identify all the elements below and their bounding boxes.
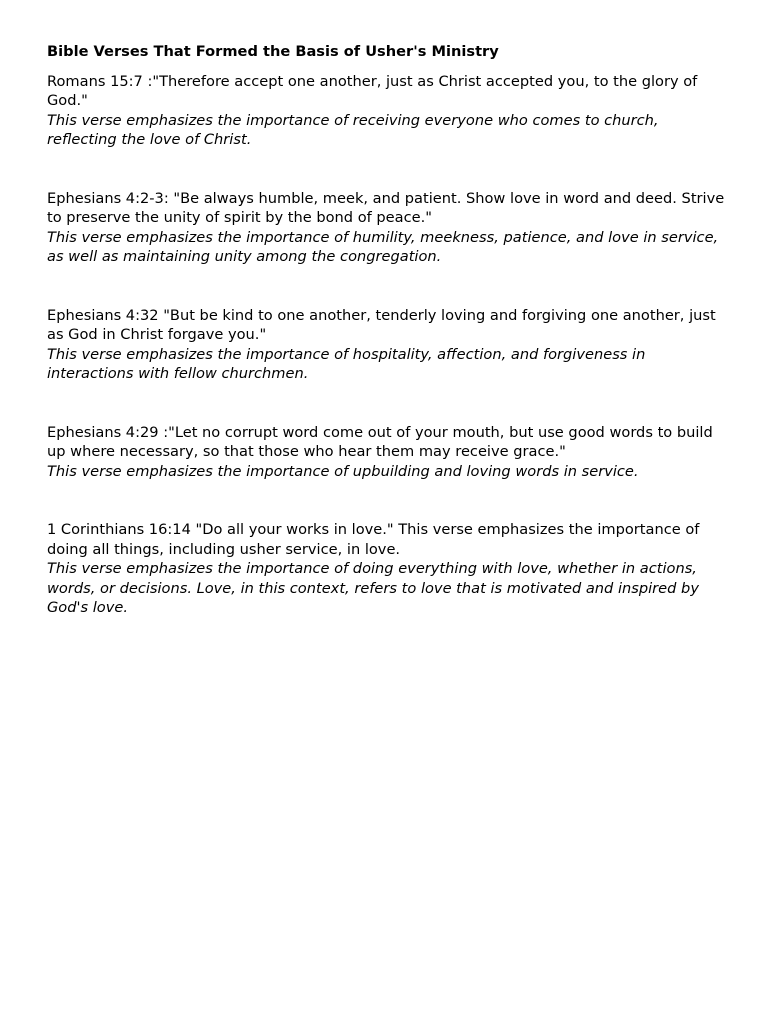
verse-commentary: This verse emphasizes the importance of doing everything with love, whether in actions, words, or decisions. Love, in this context, refers to love that is motivated and inspired by God's love. — [47, 560, 699, 616]
verse-text: Ephesians 4:29 :"Let no corrupt word come out of your mouth, but use good words to build up where necessary, so that those who hear them may receive grace." — [47, 423, 713, 460]
document-title: Bible Verses That Formed the Basis of Usher's Ministry — [47, 43, 499, 60]
verse-entry-ephesians-4-29 — [47, 423, 727, 482]
verse-text: Ephesians 4:32 "But be kind to one another, tenderly loving and forgiving one another, just as God in Christ forgave you." — [47, 306, 716, 343]
verse-commentary: This verse emphasizes the importance of upbuilding and loving words in service. — [47, 462, 639, 480]
verse-entry-romans-15-7 — [47, 72, 727, 150]
verse-text: Ephesians 4:2-3: "Be always humble, meek, and patient. Show love in word and deed. Strive to preserve the unity of spirit by the bond of peace." — [47, 189, 725, 226]
verse-entry-ephesians-4-32 — [47, 306, 727, 384]
verse-commentary: This verse emphasizes the importance of humility, meekness, patience, and love in service, as well as maintaining unity among the congregation. — [47, 228, 719, 265]
verse-text: 1 Corinthians 16:14 "Do all your works in love." This verse emphasizes the importance of doing all things, including usher service, in love. — [47, 521, 700, 558]
verse-entry-1-corinthians-16-14 — [47, 520, 727, 618]
verse-commentary: This verse emphasizes the importance of receiving everyone who comes to church, reflecting the love of Christ. — [47, 111, 659, 148]
document-page — [47, 42, 727, 657]
verse-commentary: This verse emphasizes the importance of hospitality, affection, and forgiveness in interactions with fellow churchmen. — [47, 345, 646, 382]
verse-text: Romans 15:7 :"Therefore accept one another, just as Christ accepted you, to the glory of God." — [47, 72, 698, 109]
verse-entry-ephesians-4-2 — [47, 189, 727, 267]
